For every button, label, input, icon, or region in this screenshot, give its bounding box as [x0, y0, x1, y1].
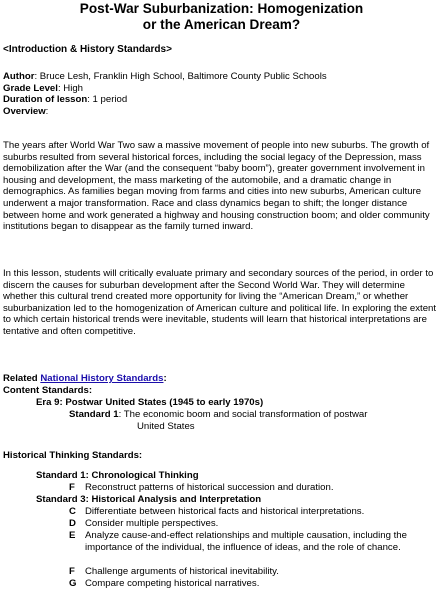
content-standards-label: Content Standards	[3, 385, 89, 396]
content-standard-1-label: Standard 1	[69, 409, 119, 420]
content-standard-1-text: : The economic boom and social transformation of postwar	[118, 409, 368, 420]
author-line	[3, 71, 439, 83]
item-letter: E	[69, 530, 76, 541]
item-text: Analyze cause-and-effect relationships and multiple causation, including the importance of the individual, the influence of ideas, and the role of chance.	[85, 530, 407, 553]
item-letter: D	[69, 518, 76, 529]
document-title	[0, 1, 443, 32]
grade-label: Grade Level	[3, 82, 58, 94]
duration-label: Duration of lesson	[3, 94, 88, 106]
item-text: Compare competing historical narratives.	[85, 578, 260, 589]
item-text: Consider multiple perspectives.	[85, 518, 219, 529]
national-history-standards-link[interactable]: National History Standards	[40, 373, 164, 384]
item-letter: F	[69, 566, 75, 577]
duration-value: : 1 period	[87, 94, 128, 106]
author-value: : Bruce Lesh, Franklin High School, Baltimore County Public Schools	[34, 71, 327, 82]
item-letter: G	[69, 578, 77, 589]
overview-paragraph-2: In this lesson, students will critically evaluate primary and secondary sources of the period, in order to discern the causes for suburban development after the Second World War. They will determine whether this cultural trend created more opportunity for living the “American Dream,” or whether suburbanization led to the homogenization of American culture and political life. In exploring the extent to which certain historical trends were inevitable, students will learn that historical interpretations are tentative and often competitive.	[3, 268, 437, 337]
list-item	[69, 566, 279, 578]
list-item	[69, 578, 259, 590]
related-prefix: Related	[3, 373, 41, 384]
content-standards-suffix: :	[88, 385, 93, 396]
related-standards-line	[3, 373, 439, 385]
item-letter: F	[69, 482, 75, 493]
list-item	[69, 506, 364, 518]
content-standard-1	[69, 409, 367, 421]
title-line-2: or the American Dream?	[142, 16, 301, 32]
overview-paragraph-1: The years after World War Two saw a massive movement of people into new suburbs. The growth of suburbs resulted from several historical forces, including the social legacy of the Depression, mass demobilization after the War (and the consequent “baby boom”), greater government involvement in housing and development, the mass marketing of the automobile, and a dramatic change in demographics. As families began moving from farms and cities into new suburbs, American culture underwent a major transformation. Race and class dynamics began to shift; the longer distance between home and work generated a highway and housing construction boom; and older community institutions began to disappear as the family turned inward.	[3, 140, 430, 233]
title-line-1: Post-War Suburbanization: Homogenization	[79, 1, 364, 16]
thinking-standard-3-heading: Standard 3: Historical Analysis and Interpretation	[36, 494, 262, 505]
item-text: Reconstruct patterns of historical succession and duration.	[85, 482, 334, 493]
list-item	[69, 530, 435, 553]
content-standard-1-continued: United States	[137, 421, 195, 432]
content-standards-line	[3, 385, 439, 397]
list-item	[69, 482, 334, 494]
item-letter: C	[69, 506, 76, 517]
duration-line	[3, 94, 439, 106]
grade-value: : High	[57, 82, 83, 94]
thinking-standards-heading: Historical Thinking Standards:	[3, 450, 143, 461]
lesson-meta	[3, 71, 439, 117]
era-heading: Era 9: Postwar United States (1945 to early 1970s)	[36, 397, 264, 408]
grade-line	[3, 83, 439, 95]
related-suffix: :	[163, 373, 167, 384]
overview-value: :	[45, 105, 49, 117]
author-label: Author	[3, 71, 35, 82]
overview-line	[3, 106, 439, 118]
thinking-standard-1-heading: Standard 1: Chronological Thinking	[36, 470, 199, 481]
list-item	[69, 518, 218, 530]
item-text: Challenge arguments of historical inevitability.	[85, 566, 279, 577]
intro-heading: <Introduction & History Standards>	[3, 44, 172, 55]
item-text: Differentiate between historical facts and historical interpretations.	[85, 506, 365, 517]
overview-label: Overview	[3, 105, 46, 117]
